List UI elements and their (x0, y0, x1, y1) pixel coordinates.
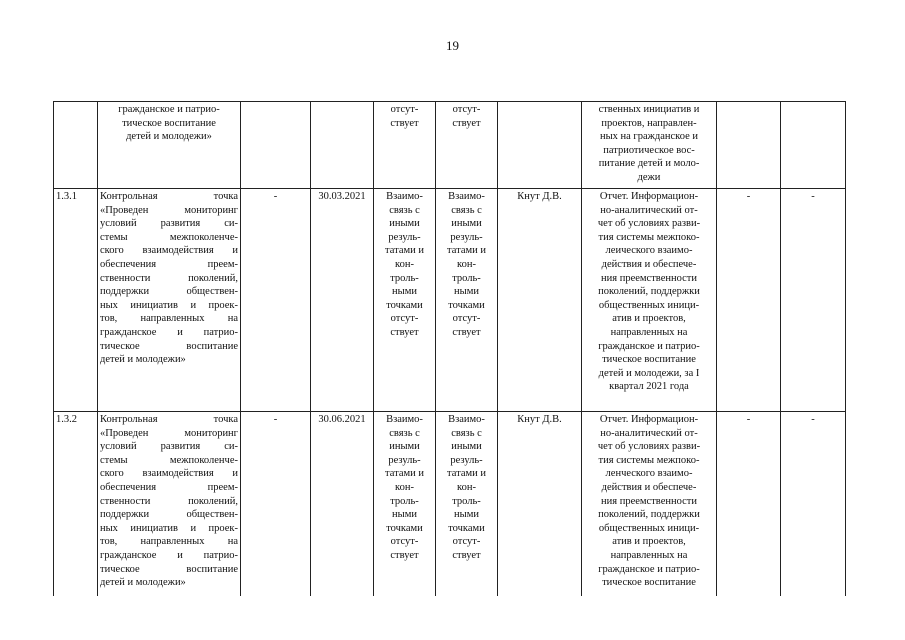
cell-text-line: ского взаимодействия и (100, 468, 238, 480)
cell-text-line: Контрольная точка (100, 191, 238, 202)
cell-text-line: ными (454, 286, 479, 298)
cell-text-line: ственности поколений, (100, 495, 238, 507)
cell-responsible: Кнут Д.В. (498, 412, 582, 597)
cell-text-line: гражданское и патрио- (100, 549, 238, 561)
cell-text-line: иными (389, 441, 420, 453)
cell-text-line: тическое воспитание (100, 340, 238, 352)
cell-text-line: детей и молодежи» (126, 131, 212, 143)
cell-text-line: связь с (389, 204, 420, 216)
cell-text-line: ствует (390, 117, 419, 129)
cell-extra-2: - (781, 412, 846, 597)
cell-number (54, 102, 98, 189)
cell-name (98, 412, 241, 597)
cell-result (582, 102, 717, 189)
cell-text-line: атив и проектов, (612, 536, 686, 548)
cell-text-line: ных инициатив и проек- (100, 299, 238, 311)
cell-text-line: стемы межпоколенче- (100, 454, 238, 466)
cell-end-date: 30.06.2021 (311, 412, 374, 597)
cell-text-line: отсут- (390, 313, 419, 325)
cell-text-line: тов, направленных на (100, 536, 238, 548)
cell-text-line: поколений, поддержки (598, 509, 700, 521)
cell-text-line: поколений, поддержки (598, 286, 700, 298)
cell-link-next (436, 102, 498, 189)
cell-text-line: отсут- (452, 536, 481, 548)
cell-text-line: тическое воспитание (602, 354, 696, 366)
cell-text-line: направленных на (610, 326, 688, 338)
cell-extra-2 (781, 102, 846, 189)
cell-start-date: - (241, 189, 311, 412)
cell-text-line: стемы межпоколенче- (100, 231, 238, 243)
cell-text-line: троль- (452, 495, 481, 507)
cell-text-line: резуль- (450, 231, 483, 243)
cell-text-line: Взаимо- (386, 191, 423, 202)
cell-link-next (436, 412, 498, 597)
cell-text-line: ными (392, 509, 417, 521)
cell-text-line: общественных иници- (598, 299, 700, 311)
cell-text-line: условий развития си- (100, 441, 238, 453)
cell-text-line: резуль- (388, 231, 421, 243)
cell-text-line: действия и обеспече- (601, 481, 697, 493)
cell-responsible (498, 102, 582, 189)
table-row (54, 102, 846, 189)
cell-text-line: точками (386, 522, 423, 534)
cell-name (98, 189, 241, 412)
cell-text-line: ния преемственности (601, 272, 697, 284)
cell-text-line: отсут- (452, 104, 481, 115)
cell-text-line: ствует (452, 117, 481, 129)
cell-text-line: но-аналитический от- (600, 204, 698, 216)
cell-text-line: тическое воспитание (100, 563, 238, 575)
cell-text-line: ствует (390, 326, 419, 338)
cell-text-line: проектов, направлен- (601, 117, 697, 129)
cell-text-line: гражданское и патрио- (598, 340, 700, 352)
cell-text-line: отсут- (452, 313, 481, 325)
cell-text-line: гражданское и патрио- (598, 563, 700, 575)
cell-text-line: троль- (390, 272, 419, 284)
cell-link-previous (374, 189, 436, 412)
cell-text-line: татами и (385, 245, 424, 257)
cell-text-line: детей и молодежи» (100, 577, 186, 589)
table-row (54, 412, 846, 597)
cell-text-line: тическое воспитание (602, 577, 696, 589)
cell-text-line: поддержки обществен- (100, 509, 238, 521)
cell-text-line: гражданское и патрио- (118, 104, 220, 115)
cell-text-line: чет об условиях разви- (597, 441, 701, 453)
cell-text-line: «Проведен мониторинг (100, 427, 238, 439)
table-body (54, 102, 846, 597)
cell-text-line: резуль- (388, 454, 421, 466)
cell-text-line: ными (454, 509, 479, 521)
cell-start-date (241, 102, 311, 189)
cell-text-line: иными (451, 441, 482, 453)
cell-text-line: «Проведен мониторинг (100, 204, 238, 216)
cell-text-line: но-аналитический от- (600, 427, 698, 439)
cell-text-line: атив и проектов, (612, 313, 686, 325)
cell-text-line: квартал 2021 года (609, 381, 689, 393)
cell-text-line: Взаимо- (386, 414, 423, 425)
cell-start-date: - (241, 412, 311, 597)
cell-text-line: кон- (395, 258, 414, 270)
cell-text-line: ния преемственности (601, 495, 697, 507)
cell-text-line: троль- (452, 272, 481, 284)
cell-text-line: детей и молодежи, за I (598, 367, 700, 379)
cell-result (582, 412, 717, 597)
cell-text-line: действия и обеспече- (601, 258, 697, 270)
cell-text-line: Взаимо- (448, 414, 485, 425)
cell-result (582, 189, 717, 412)
cell-text-line: ствует (452, 326, 481, 338)
cell-text-line: дежи (637, 171, 661, 183)
cell-text-line: Отчет. Информацион- (599, 414, 699, 425)
cell-text-line: троль- (390, 495, 419, 507)
cell-responsible: Кнут Д.В. (498, 189, 582, 412)
cell-text-line: точками (448, 299, 485, 311)
cell-text-line: питание детей и моло- (598, 158, 700, 170)
cell-text-line: ственности поколений, (100, 272, 238, 284)
cell-text-line: обеспечения преем- (100, 258, 238, 270)
page-number: 19 (446, 38, 459, 53)
cell-link-next (436, 189, 498, 412)
cell-text-line: поддержки обществен- (100, 286, 238, 298)
cell-text-line: татами и (447, 468, 486, 480)
cell-text-line: резуль- (450, 454, 483, 466)
cell-text-line: отсут- (390, 536, 419, 548)
cell-text-line: ными (392, 286, 417, 298)
cell-text-line: леического взаимо- (605, 245, 693, 257)
table-row (54, 189, 846, 412)
plan-table (53, 101, 846, 596)
cell-text-line: ствует (390, 549, 419, 561)
cell-number: 1.3.1 (54, 189, 98, 412)
cell-extra-1: - (717, 189, 781, 412)
cell-text-line: ленческого взаимо- (605, 468, 693, 480)
cell-link-previous (374, 102, 436, 189)
cell-text-line: ского взаимодействия и (100, 245, 238, 257)
cell-text-line: Контрольная точка (100, 414, 238, 425)
cell-text-line: татами и (385, 468, 424, 480)
cell-text-line: кон- (395, 481, 414, 493)
cell-extra-2: - (781, 189, 846, 412)
cell-text-line: ственных инициатив и (598, 104, 700, 115)
cell-text-line: патриотическое вос- (603, 144, 695, 156)
cell-text-line: связь с (389, 427, 420, 439)
cell-text-line: общественных иници- (598, 522, 700, 534)
cell-text-line: чет об условиях разви- (597, 218, 701, 230)
cell-name (98, 102, 241, 189)
cell-text-line: тия системы межпоко- (598, 454, 700, 466)
cell-text-line: обеспечения преем- (100, 481, 238, 493)
cell-text-line: связь с (451, 204, 482, 216)
cell-text-line: Отчет. Информацион- (599, 191, 699, 202)
cell-text-line: кон- (457, 258, 476, 270)
cell-text-line: ных на гражданское и (599, 131, 699, 143)
cell-text-line: направленных на (610, 549, 688, 561)
cell-number: 1.3.2 (54, 412, 98, 597)
cell-extra-1 (717, 102, 781, 189)
cell-extra-1: - (717, 412, 781, 597)
cell-text-line: точками (386, 299, 423, 311)
cell-text-line: ных инициатив и проек- (100, 522, 238, 534)
cell-text-line: условий развития си- (100, 218, 238, 230)
cell-text-line: Взаимо- (448, 191, 485, 202)
cell-end-date: 30.03.2021 (311, 189, 374, 412)
cell-text-line: иными (389, 218, 420, 230)
cell-text-line: точками (448, 522, 485, 534)
cell-end-date (311, 102, 374, 189)
cell-text-line: татами и (447, 245, 486, 257)
cell-text-line: тическое воспитание (122, 117, 216, 129)
cell-text-line: тов, направленных на (100, 313, 238, 325)
cell-text-line: тия системы межпоко- (598, 231, 700, 243)
cell-text-line: иными (451, 218, 482, 230)
cell-text-line: кон- (457, 481, 476, 493)
cell-text-line: детей и молодежи» (100, 354, 186, 366)
cell-text-line: отсут- (390, 104, 419, 115)
cell-text-line: ствует (452, 549, 481, 561)
cell-text-line: связь с (451, 427, 482, 439)
cell-text-line: гражданское и патрио- (100, 326, 238, 338)
cell-link-previous (374, 412, 436, 597)
